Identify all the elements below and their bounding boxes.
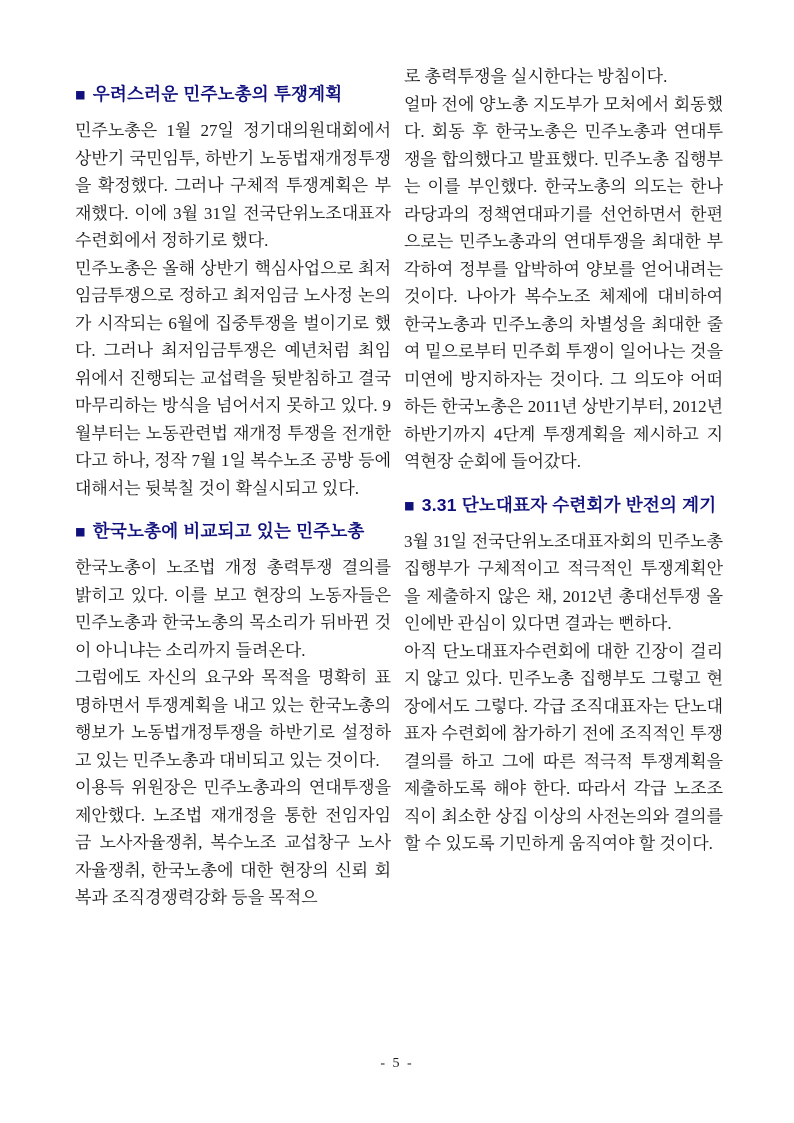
section-heading (404, 493, 723, 517)
section-heading (75, 519, 391, 543)
section-comparison (75, 519, 391, 912)
paragraph: 민주노총은 1월 27일 정기대의원대회에서 상반기 국민임투, 하반기 노동법재개정투쟁을 확정했다. 그러나 구체적 투쟁계획은 부재했다. 이에 3월 31일 전국단위노조대표자 수련회에서 정하기로 했다. (75, 121, 391, 250)
paragraph: 얼마 전에 양노총 지도부가 모처에서 회동했다. 회동 후 한국노총은 민주노총과 연대투쟁을 합의했다고 발표했다. 민주노총 집행부는 이를 부인했다. 한국노총의 의도는 한나라당과의 정책연대파기를 선언하면서 한편으로는 민주노총과의 연대투쟁을 최대한 부각하여 정부를 압박하여 양보를 얻어내려는 것이다. 나아가 복수노조 체제에 대비하여 한국노총과 민주노총의 차별성을 최대한 줄여 밑으로부터 민주회 투쟁이 일어나는 것을 미연에 방지하자는 것이다. 그 의도야 어떠하든 한국노총은 2011년 상반기부터, 2012년 하반기까지 4단계 투쟁계획을 제시하고 지역현장 순회에 들어갔다. (404, 94, 723, 471)
section-heading-text: 한국노총에 비교되고 있는 민주노총 (92, 521, 365, 541)
section-continuation (404, 63, 723, 476)
paragraph: 아직 단노대표자수련회에 대한 긴장이 걸리지 않고 있다. 민주노총 집행부도 그렇고 현장에서도 그렇다. 각급 조직대표자는 단노대표자 수련회에 참가하기 전에 조직적인 투쟁결의를 하고 그에 따른 적극적 투쟁계획을 제출하도록 해야 한다. 따라서 각급 노조조직이 최소한 상집 이상의 사전논의와 결의를 할 수 있도록 기민하게 움직여야 할 것이다. (404, 641, 723, 853)
section-heading-text: 3.31 단노대표자 수련회가 반전의 계기 (421, 494, 717, 515)
section-marker-icon: ■ (404, 495, 415, 515)
section-heading-text: 우려스러운 민주노총의 투쟁계획 (92, 84, 343, 104)
right-column (404, 63, 723, 858)
section-marker-icon: ■ (75, 521, 86, 542)
page-number: - 5 - (380, 1056, 414, 1071)
paragraph: 그럼에도 자신의 요구와 목적을 명확히 표명하면서 투쟁계획을 내고 있는 한국노총의 행보가 노동법개정투쟁을 하반기로 설정하고 있는 민주노총과 대비되고 있는 것이다. (75, 668, 391, 770)
paragraph: 3월 31일 전국단위노조대표자회의 민주노총 집행부가 구체적이고 적극적인 투쟁계획안을 제출하지 않은 채, 2012년 총대선투쟁 올인에반 관심이 있다면 결과는 뻔하다. (404, 531, 723, 633)
paragraph: 한국노총이 노조법 개정 총력투쟁 결의를 밝히고 있다. 이를 보고 현장의 노동자들은 민주노총과 한국노총의 목소리가 뒤바뀐 것이 아니냐는 소리까지 들려온다. (75, 558, 391, 660)
section-struggle-plan (75, 82, 391, 502)
left-column (75, 82, 391, 912)
paragraph: 로 총력투쟁을 실시한다는 방침이다. (404, 67, 668, 86)
paragraph: 이용득 위원장은 민주노총과의 연대투쟁을 제안했다. 노조법 재개정을 통한 전임자임금 노사자율쟁취, 복수노조 교섭창구 노사자율쟁취, 한국노총에 대한 현장의 신뢰 회복과 조직경쟁력강화 등을 목적으 (75, 778, 391, 907)
section-heading (75, 82, 391, 106)
section-marker-icon: ■ (75, 84, 86, 105)
section-workshop-turning-point (404, 493, 723, 858)
paragraph: 민주노총은 올해 상반기 핵심사업으로 최저임금투쟁으로 정하고 최저임금 노사정 논의가 시작되는 6월에 집중투쟁을 벌이기로 했다. 그러나 최저임금투쟁은 예년처럼 최임위에서 진행되는 교섭력을 뒷받침하고 결국 마무리하는 방식을 넘어서지 못하고 있다. 9월부터는 노동관련법 재개정 투쟁을 전개한다고 하나, 정작 7월 1일 복수노조 공방 등에 대해서는 뒷북칠 것이 확실시되고 있다. (75, 258, 391, 498)
